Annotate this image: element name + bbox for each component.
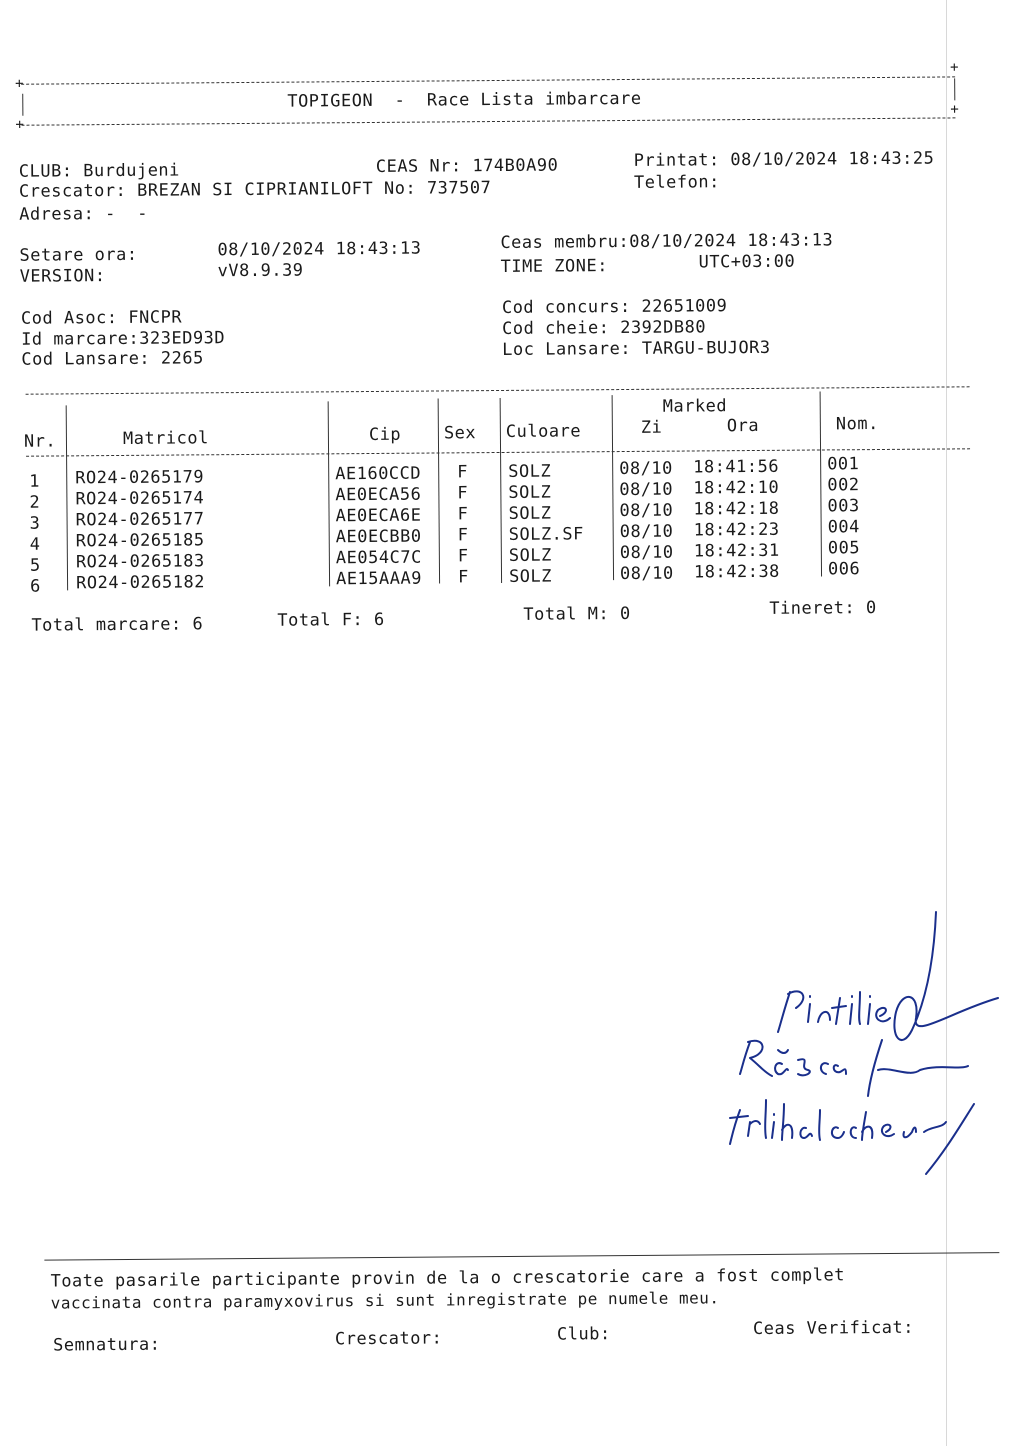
header-ora: Ora [727,416,759,436]
printed-datetime: Printat: 08/10/2024 18:43:25 [634,149,935,171]
row-cip: AE054C7C [336,548,422,569]
row-nr: 3 [30,514,41,534]
table-row [0,0,1018,4]
handwritten-signatures [720,900,1020,1200]
time-setting-value: 08/10/2024 18:43:13 [217,239,421,261]
row-zi: 08/10 [619,501,673,521]
row-ora: 18:42:18 [693,499,779,520]
table-row [0,0,1018,4]
total-female: Total F: 6 [277,610,385,631]
row-cip: AE15AAA9 [336,569,422,590]
row-ora: 18:42:10 [693,478,779,499]
table-body [0,0,1018,4]
key-code: Cod cheie: 2392DB80 [502,317,706,339]
association-code: Cod Asoc: FNCPR [21,307,182,328]
signature-label: Semnatura: [53,1335,161,1356]
row-cip: AE0ECA56 [335,485,421,506]
header-matricol: Matricol [123,428,209,449]
release-code: Cod Lansare: 2265 [21,348,204,369]
footer-separator [44,1252,999,1261]
row-cip: AE0ECA6E [335,506,421,527]
row-culoare: SOLZ [508,462,551,482]
row-ora: 18:42:38 [694,562,780,583]
table-row [0,0,1018,4]
row-matricol: RO24-0265182 [76,572,205,593]
row-nr: 2 [29,493,40,513]
time-setting-label: Setare ora: [19,245,137,266]
row-matricol: RO24-0265183 [76,551,205,572]
row-sex: F [457,504,468,524]
row-culoare: SOLZ [509,567,552,587]
total-young: Tineret: 0 [769,598,877,619]
header-corner: + [15,118,24,132]
row-ora: 18:41:56 [693,457,779,478]
column-divider [500,398,502,583]
header-top-border [21,76,955,84]
table-row [0,0,1018,4]
club-name: CLUB: Burdujeni [19,160,180,181]
version-value: vV8.9.39 [218,261,304,282]
row-matricol: RO24-0265174 [75,488,204,509]
header-corner: + [950,60,959,74]
clock-number: CEAS Nr: 174B0A90 [376,156,559,177]
row-nom: 001 [827,454,859,474]
address-line: Adresa: - - [19,204,148,225]
column-divider [820,391,822,576]
row-ora: 18:42:31 [694,541,780,562]
row-zi: 08/10 [620,543,674,563]
version-label: VERSION: [20,266,106,287]
table-row [0,0,1018,4]
row-zi: 08/10 [619,459,673,479]
row-zi: 08/10 [620,564,674,584]
row-cip: AE160CCD [335,464,421,485]
header-cip: Cip [369,425,401,445]
contest-code: Cod concurs: 22651009 [502,296,728,318]
row-culoare: SOLZ [508,483,551,503]
row-nom: 002 [827,475,859,495]
header-right-border [954,78,955,100]
header-culoare: Culoare [506,421,581,442]
row-sex: F [458,525,469,545]
timezone-label: TIME ZONE: [501,256,609,277]
header-corner: + [950,102,959,116]
total-male: Total M: 0 [523,604,631,625]
total-marked: Total marcare: 6 [31,614,203,635]
row-matricol: RO24-0265179 [75,467,204,488]
header-zi: Zi [641,418,663,438]
breeder-line: Crescator: BREZAN SI CIPRIANILOFT No: 737507 [19,178,491,202]
row-nr: 6 [30,577,41,597]
row-nr: 4 [30,535,41,555]
marking-id: Id marcare:323ED93D [21,328,225,350]
row-nom: 006 [828,559,860,579]
timezone-value: UTC+03:00 [698,252,795,273]
row-matricol: RO24-0265185 [76,530,205,551]
header-corner: + [15,77,24,91]
phone-label: Telefon: [634,172,720,193]
table-top-border [26,386,970,394]
row-nom: 005 [828,538,860,558]
vaccination-statement: vaccinata contra paramyxovirus si sunt inregistrate pe numele meu. [51,1288,720,1312]
vaccination-statement: Toate pasarile participante provin de la o crescatorie care a fost complet [50,1265,845,1291]
column-divider [438,398,440,583]
header-nr: Nr. [24,431,56,451]
row-culoare: SOLZ [508,504,551,524]
row-sex: F [457,462,468,482]
row-zi: 08/10 [620,522,674,542]
club-signature-label: Club: [557,1324,611,1344]
member-clock: Ceas membru:08/10/2024 18:43:13 [500,230,833,253]
row-nr: 1 [29,472,40,492]
row-zi: 08/10 [619,480,673,500]
header-sex: Sex [444,423,476,443]
row-cip: AE0ECBB0 [336,527,422,548]
column-divider [612,395,614,580]
header-marked: Marked [663,396,728,417]
row-nom: 003 [827,496,859,516]
header-left-border [22,94,23,116]
table-row [0,0,1018,4]
row-matricol: RO24-0265177 [75,509,204,530]
header-bottom-border [21,117,955,125]
report-title: TOPIGEON - Race Lista imbarcare [287,89,641,112]
column-divider [66,405,68,590]
header-nom: Nom. [836,414,879,434]
row-nr: 5 [30,556,41,576]
row-nom: 004 [828,517,860,537]
row-sex: F [457,483,468,503]
release-location: Loc Lansare: TARGU-BUJOR3 [502,338,771,360]
breeder-signature-label: Crescator: [335,1328,443,1349]
column-divider [328,401,330,586]
clock-verified-label: Ceas Verificat: [753,1318,914,1339]
row-sex: F [458,546,469,566]
row-sex: F [458,567,469,587]
row-ora: 18:42:23 [694,520,780,541]
row-culoare: SOLZ.SF [509,524,584,545]
row-culoare: SOLZ [509,546,552,566]
